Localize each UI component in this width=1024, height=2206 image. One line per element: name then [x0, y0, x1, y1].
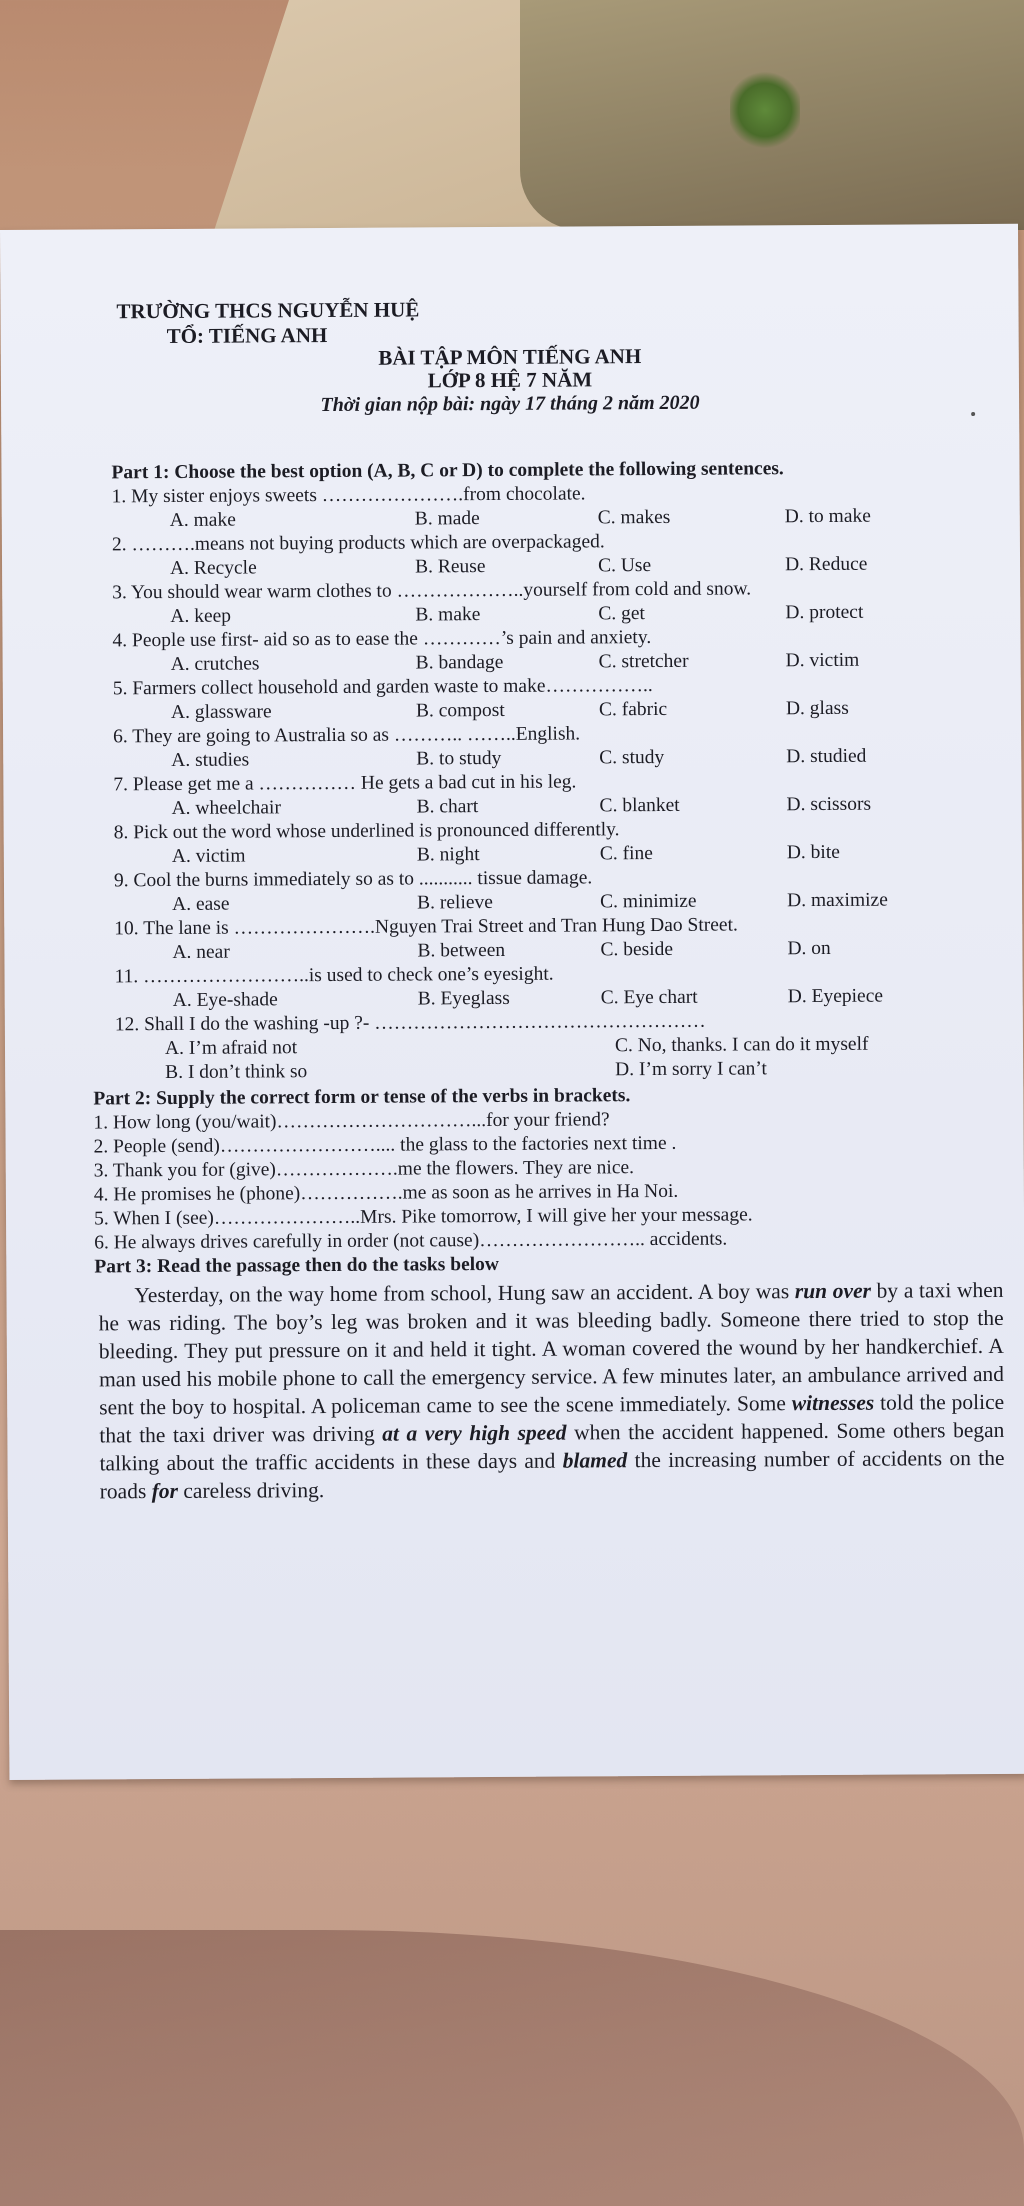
passage-text: by a taxi when he was riding. The boy’s leg was broken and it was bleeding badly. Someone there tried to stop the bleeding. They put pressure on it and held it tight. A woman covered the wound by her handkerchief. A man used his mobile phone to call the emergency service. A few minutes later, an ambulance arrived and sent the boy to hospital. A policeman came to see the scene immediately. Some — [98, 1277, 1005, 1420]
question-text: 4. People use first- aid so as to ease the …………’s pain and anxiety. — [112, 627, 652, 652]
deadline: Thời gian nộp bài: ngày 17 tháng 2 năm 2020 — [320, 391, 700, 417]
option-b: B. Reuse — [415, 556, 486, 578]
question-text: 1. My sister enjoys sweets ………………….from chocolate. — [111, 483, 586, 508]
passage-keyword: witnesses — [791, 1390, 875, 1416]
part2-item: 6. He always drives carefully in order (not cause)…………………….. accidents. — [94, 1228, 728, 1254]
question-text: 3. You should wear warm clothes to ………………..yourself from cold and snow. — [112, 578, 752, 604]
option-d: D. victim — [785, 649, 860, 672]
option-a: A. wheelchair — [171, 797, 281, 819]
passage-keyword: run over — [794, 1278, 872, 1304]
question-text: 7. Please get me a …………… He gets a bad cut in his leg. — [113, 771, 577, 796]
question-3 — [90, 576, 990, 629]
worksheet-paper — [0, 224, 1024, 1780]
option-a: A. studies — [171, 749, 250, 771]
option-d: D. on — [787, 937, 831, 960]
hand-shadow — [0, 1930, 1024, 2206]
part2-item: 2. People (send)…………………….... the glass to the factories next time . — [93, 1132, 677, 1158]
option-b: B. bandage — [415, 651, 504, 674]
option-c: C. get — [598, 603, 646, 625]
part3-heading: Part 3: Read the passage then do the tasks below — [94, 1253, 500, 1278]
option-b: B. between — [417, 939, 506, 962]
option-a: A. glassware — [170, 701, 272, 723]
question-12 — [93, 1008, 993, 1085]
question-9 — [92, 864, 992, 917]
option-c: C. minimize — [600, 890, 697, 913]
part2-item: 4. He promises he (phone)…………….me as soon as he arrives in Ha Noi. — [93, 1180, 679, 1206]
option-d: D. to make — [784, 505, 871, 528]
option-a: A. I’m afraid not — [164, 1037, 298, 1060]
option-d: D. studied — [786, 745, 867, 768]
question-text: 8. Pick out the word whose underlined is pronounced differently. — [113, 819, 620, 844]
option-d: D. glass — [785, 697, 849, 720]
passage-text: told the police that the taxi driver was driving — [99, 1389, 1005, 1448]
part1-heading: Part 1: Choose the best option (A, B, C or D) to complete the following sentences. — [111, 458, 784, 484]
passage-keyword: for — [151, 1478, 179, 1504]
class-label: LỚP 8 HỆ 7 NĂM — [427, 367, 593, 393]
option-c: C. study — [599, 746, 665, 769]
passage-text: careless driving. — [177, 1478, 325, 1503]
option-c: C. makes — [597, 506, 671, 529]
passage-text: Yesterday, on the way home from school, Hung saw an accident. A boy was — [134, 1279, 795, 1308]
option-b: B. I don’t think so — [165, 1061, 308, 1084]
option-d: D. bite — [786, 841, 840, 864]
option-d: D. Eyepiece — [787, 985, 884, 1008]
option-b: B. chart — [416, 796, 479, 818]
question-1 — [90, 480, 990, 533]
option-b: B. make — [415, 604, 481, 626]
option-a: A. crutches — [170, 653, 260, 675]
option-c: C. beside — [600, 938, 674, 961]
part2-item: 3. Thank you for (give)……………….me the flowers. They are nice. — [93, 1157, 635, 1182]
worksheet-content — [89, 456, 1005, 1505]
question-text: 10. The lane is ………………….Nguyen Trai Street and Tran Hung Dao Street. — [114, 914, 738, 940]
question-text: 6. They are going to Australia so as ……….. ……..English. — [113, 723, 581, 748]
question-text: 2. ……….means not buying products which are overpackaged. — [111, 531, 605, 556]
option-b: B. made — [414, 508, 480, 530]
option-c: C. Eye chart — [600, 986, 698, 1009]
question-2 — [90, 528, 990, 581]
worksheet-title: BÀI TẬP MÔN TIẾNG ANH — [378, 344, 642, 370]
question-text: 12. Shall I do the washing -up ?- …………………………………………… — [114, 1010, 706, 1036]
passage-text: when the accident happened. Some others began talking about the traffic accidents in these days and — [99, 1417, 1005, 1476]
question-5 — [91, 672, 991, 725]
passage-keyword: blamed — [562, 1448, 628, 1473]
option-c: C. blanket — [599, 794, 680, 817]
part2-item: 5. When I (see)…………………..Mrs. Pike tomorrow, I will give her your message. — [93, 1204, 753, 1230]
option-a: A. ease — [172, 893, 230, 915]
option-b: B. night — [416, 844, 480, 866]
option-d: D. maximize — [787, 889, 888, 912]
part2-item: 1. How long (you/wait)…………………………...for your friend? — [93, 1109, 610, 1134]
options-row — [93, 1056, 993, 1085]
school-name: TRƯỜNG THCS NGUYỄN HUỆ — [116, 297, 420, 324]
option-c: C. fine — [599, 843, 653, 865]
part2-heading: Part 2: Supply the correct form or tense of the verbs in brackets. — [93, 1085, 631, 1110]
option-c: C. Use — [597, 555, 652, 577]
option-c: C. stretcher — [598, 650, 689, 673]
question-10 — [92, 912, 992, 965]
option-a: A. keep — [170, 605, 232, 627]
question-text: 5. Farmers collect household and garden waste to make…………….. — [112, 675, 653, 700]
option-a: A. make — [169, 509, 236, 531]
department: TỔ: TIẾNG ANH — [166, 323, 328, 348]
option-c: C. fabric — [598, 698, 668, 721]
question-text: 9. Cool the burns immediately so as to ........... tissue damage. — [113, 867, 593, 892]
question-8 — [92, 816, 992, 869]
option-b: B. relieve — [417, 892, 493, 914]
question-text: 11. ……………………..is used to check one’s eyesight. — [114, 963, 554, 988]
option-b: B. to study — [416, 747, 502, 770]
passage-keyword: at a very high speed — [382, 1420, 567, 1446]
question-7 — [91, 768, 991, 821]
option-d: D. Reduce — [784, 553, 868, 576]
option-c: C. No, thanks. I can do it myself — [614, 1033, 869, 1057]
option-a: A. Eye-shade — [172, 989, 278, 1011]
question-4 — [90, 624, 990, 677]
option-d: D. scissors — [786, 793, 872, 816]
question-11 — [92, 960, 992, 1013]
option-b: B. compost — [415, 699, 505, 722]
option-a: A. near — [172, 941, 230, 963]
option-d: D. protect — [785, 601, 864, 624]
option-a: A. Recycle — [170, 557, 257, 579]
reading-passage — [94, 1276, 1004, 1506]
option-b: B. Eyeglass — [417, 987, 510, 1010]
passage-text: the increasing number of accidents on the roads — [99, 1445, 1005, 1504]
option-a: A. victim — [171, 845, 246, 867]
moss-plant — [730, 70, 800, 150]
question-6 — [91, 720, 991, 773]
option-d: D. I’m sorry I can’t — [615, 1058, 768, 1081]
